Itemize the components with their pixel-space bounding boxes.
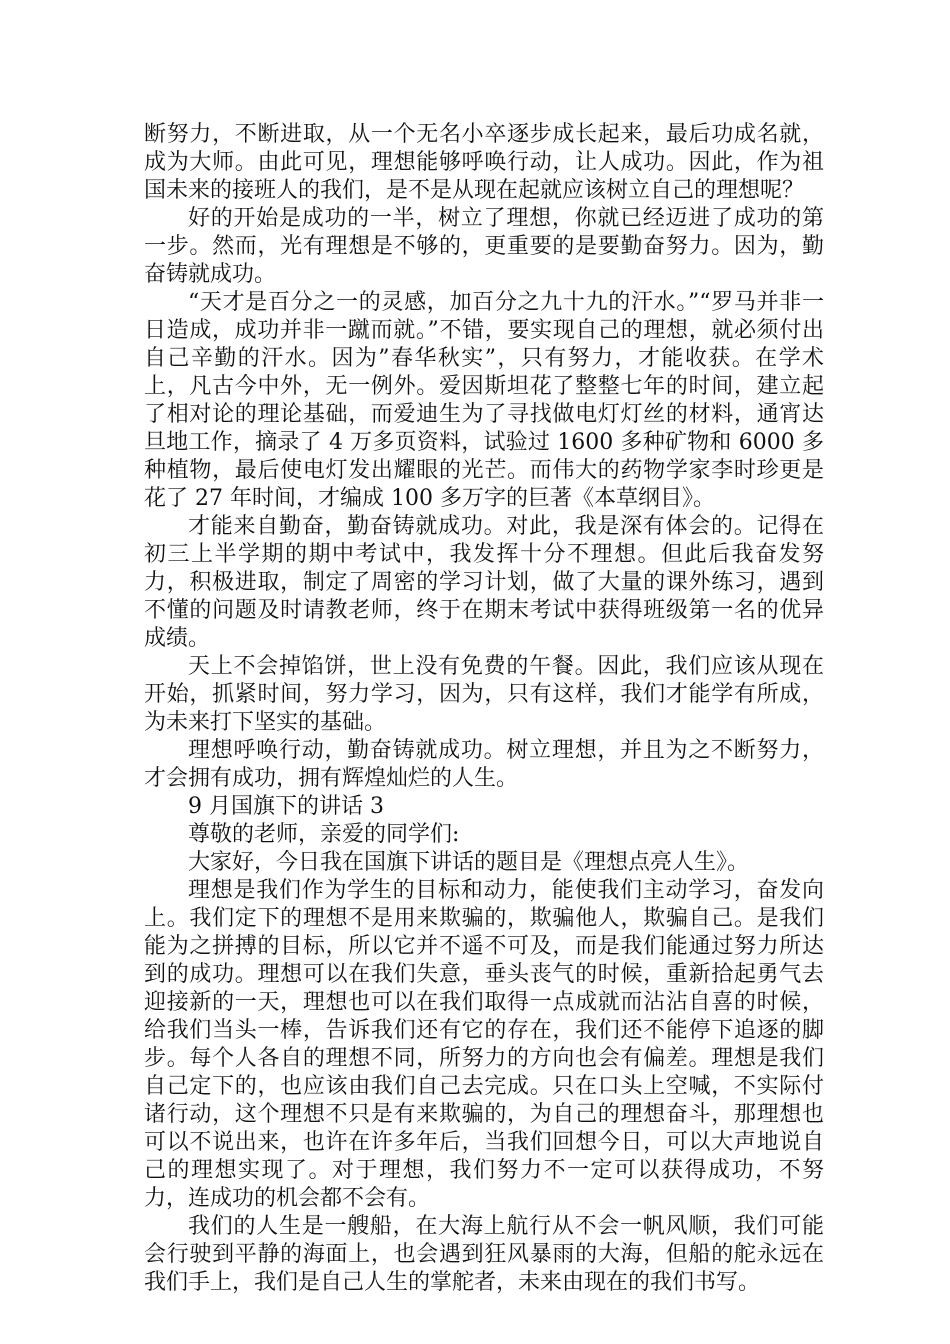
paragraph-10: 理想是我们作为学生的目标和动力，能使我们主动学习，奋发向上。我们定下的理想不是用来欺骗的，欺骗他人，欺骗自己。是我们能为之拼搏的目标，所以它并不遥不可及，而是我们能通过努力所达到的成功。理想可以在我们失意，垂头丧气的时候，重新拾起勇气去迎接新的一天，理想也可以在我们取得一点成就而沾沾自喜的时候，给我们当头一棒，告诉我们还有它的存在，我们还不能停下追逐的脚步。每个人各自的理想不同，所努力的方向也会有偏差。理想是我们自己定下的，也应该由我们自己去完成。只在口头上空喊，不实际付诸行动，这个理想不只是有来欺骗的，为自己的理想奋斗，那理想也可以不说出来，也许在许多年后，当我们回想今日，可以大声地说自己的理想实现了。对于理想，我们努力不一定可以获得成功，不努力，连成功的机会都不会有。	[144, 878, 824, 1211]
document-body	[144, 121, 824, 1297]
paragraph-2: 好的开始是成功的一半，树立了理想，你就已经迈进了成功的第一步。然而，光有理想是不够的，更重要的是要勤奋努力。因为，勤奋铸就成功。	[144, 206, 824, 287]
paragraph-11: 我们的人生是一艘船，在大海上航行从不会一帆风顺，我们可能会行驶到平静的海面上，也会遇到狂风暴雨的大海，但船的舵永远在我们手上，我们是自己人生的掌舵者，未来由现在的我们书写。	[144, 1214, 824, 1295]
section-heading: 9 月国旗下的讲话 3	[188, 794, 384, 819]
greeting: 大家好，今日我在国旗下讲话的题目是《理想点亮人生》。	[188, 850, 750, 875]
paragraph-3: “天才是百分之一的灵感，加百分之九十九的汗水。”“罗马并非一日造成，成功并非一蹴而就。”不错，要实现自己的理想，就必须付出自己辛勤的汗水。因为”春华秋实”，只有努力，才能收获。在学术上，凡古今中外，无一例外。爱因斯坦花了整整七年的时间，建立起了相对论的理论基础，而爱迪生为了寻找做电灯灯丝的材料，通宵达旦地工作，摘录了 4 万多页资料，试验过 1600 多种矿物和 6000 多种植物，最后使电灯发出耀眼的光芒。而伟大的药物学家李时珍更是花了 27 年时间，才编成 100 多万字的巨著《本草纲目》。	[144, 290, 824, 511]
salutation: 尊敬的老师，亲爱的同学们:	[188, 822, 460, 847]
paragraph-1: 断努力，不断进取，从一个无名小卒逐步成长起来，最后功成名就，成为大师。由此可见，理想能够呼唤行动，让人成功。因此，作为祖国未来的接班人的我们，是不是从现在起就应该树立自己的理想呢？	[144, 122, 824, 203]
paragraph-6: 理想呼唤行动，勤奋铸就成功。树立理想，并且为之不断努力，才会拥有成功，拥有辉煌灿烂的人生。	[144, 738, 824, 791]
paragraph-5: 天上不会掉馅饼，世上没有免费的午餐。因此，我们应该从现在开始，抓紧时间，努力学习，因为，只有这样，我们才能学有所成，为未来打下坚实的基础。	[144, 654, 824, 735]
paragraph-4: 才能来自勤奋，勤奋铸就成功。对此，我是深有体会的。记得在初三上半学期的期中考试中，我发挥十分不理想。但此后我奋发努力，积极进取，制定了周密的学习计划，做了大量的课外练习，遇到不懂的问题及时请教老师，终于在期末考试中获得班级第一名的优异成绩。	[144, 514, 824, 651]
